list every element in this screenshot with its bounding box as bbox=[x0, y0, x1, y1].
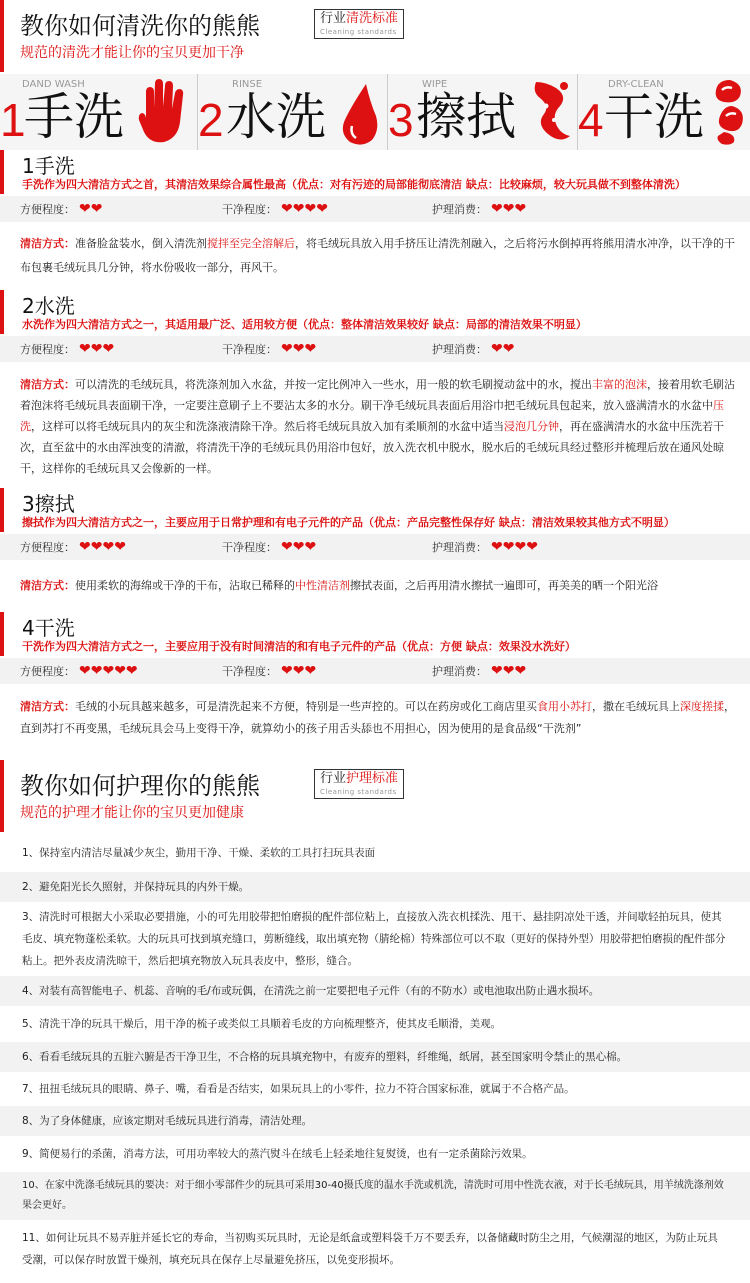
tip-text: 8、为了身体健康，应该定期对毛绒玩具进行消毒，清洁处理。 bbox=[22, 1115, 313, 1127]
cost-rating bbox=[432, 201, 526, 217]
detail-text: ，将毛绒玩具放入用手挤压让清洗剂融入，之后将污水倒掉再将熊用清水冲净，以干净的干布包裹毛绒玩具几分钟，将水份吸收一部分，再风干。 bbox=[20, 237, 735, 274]
care-tip bbox=[0, 1222, 750, 1276]
method-number: 1 bbox=[0, 94, 26, 146]
tip-text: 9、简便易行的杀菌，消毒方法，可用功率较大的蒸汽熨斗在绒毛上轻柔地往复熨烫，也有一定杀菌除污效果。 bbox=[22, 1148, 533, 1160]
care-tip bbox=[0, 1106, 750, 1136]
heart-icons: ❤❤❤ bbox=[491, 663, 527, 679]
heart-icons: ❤❤ bbox=[79, 201, 103, 217]
clean-label: 干净程度： bbox=[222, 665, 277, 678]
tip-text: 3、清洗时可根据大小采取必要措施，小的可先用胶带把怕磨损的配件部位粘上，直接放入洗衣机揉洗、甩干、悬挂阴凉处干透，并间歇轻拍玩具，使其毛皮、填充物蓬松柔软。大的玩具可找到填充缝口，剪断缝线，取出填充物（腈纶棉）特殊部位可以不取（更好的保持外型）用胶带把怕磨损的配件部分粘上。把外表皮清洗晾干，然后把填充物放入玩具表皮中，整形，缝合。 bbox=[22, 911, 726, 967]
accent-bar bbox=[0, 150, 4, 194]
rating-row bbox=[0, 534, 750, 560]
care-header bbox=[0, 760, 750, 832]
heart-icons: ❤❤❤❤ bbox=[491, 539, 538, 555]
tag-english: Cleaning standards bbox=[320, 28, 397, 36]
care-tip bbox=[0, 976, 750, 1006]
cost-label: 护理消费： bbox=[432, 541, 487, 554]
highlight-text: 中性清洁剂 bbox=[295, 579, 350, 592]
methods-strip bbox=[0, 74, 750, 150]
method-detail bbox=[20, 696, 738, 740]
method-hand-wash bbox=[0, 74, 196, 150]
care-tip bbox=[0, 1138, 750, 1170]
tag-prefix: 行业 bbox=[320, 771, 347, 786]
detail-text: 可以清洗的毛绒玩具，将洗涤剂加入水盆，并按一定比例冲入一些水，用一般的软毛刷搅动盆中的水，搅出 bbox=[75, 378, 592, 391]
convenience-rating bbox=[20, 201, 102, 217]
method-dry-clean bbox=[578, 74, 750, 150]
method-label: 清洁方式： bbox=[20, 378, 75, 391]
tag-english: Cleaning standards bbox=[320, 788, 397, 796]
method-label: 清洁方式： bbox=[20, 237, 75, 250]
method-label: 清洁方式： bbox=[20, 700, 75, 713]
highlight-text: 丰富的泡沫 bbox=[592, 378, 647, 391]
care-tip bbox=[0, 838, 750, 868]
page-title: 教你如何清洗你的熊熊 bbox=[20, 12, 260, 40]
method-rinse bbox=[198, 74, 386, 150]
tip-text: 10、在家中洗涤毛绒玩具的要决：对于细小零部件少的玩具可采用30-40摄氏度的温水手洗或机洗，清洗时可用中性洗衣液，对于长毛绒玩具，用羊绒洗涤剂效果会更好。 bbox=[22, 1180, 724, 1211]
method-detail bbox=[20, 576, 738, 596]
industry-tag bbox=[314, 9, 404, 39]
page-subtitle: 规范的清洗才能让你的宝贝更加干净 bbox=[20, 45, 244, 61]
heart-icons: ❤❤❤ bbox=[281, 539, 317, 555]
convenience-label: 方便程度： bbox=[20, 203, 75, 216]
detail-text: 擦拭表面，之后再用清水擦拭一遍即可，再美美的晒一个阳光浴 bbox=[350, 579, 658, 592]
care-tip bbox=[0, 1008, 750, 1040]
section-header bbox=[0, 150, 750, 194]
method-wipe bbox=[388, 74, 576, 150]
method-name: 擦拭 bbox=[416, 88, 516, 146]
tip-text: 5、清洗干净的玩具干燥后，用干净的梳子或类似工具顺着毛皮的方向梳理整齐，使其皮毛顺滑，美观。 bbox=[22, 1018, 502, 1030]
section-description: 干洗作为四大清洁方式之一，主要应用于没有时间清洁的和有电子元件的产品（优点：方便 缺点：效果没水洗好） bbox=[22, 640, 576, 653]
detail-text: ，接着用软毛刷沾着泡沫将毛绒玩具表面刷干净，一定要注意刷子上不要沾太多的水分。刷干净毛绒玩具表面后用浴巾把毛绒玩具包起来，放入盛满清水的水盆中 bbox=[20, 378, 735, 412]
section-description: 擦拭作为四大清洁方式之一，主要应用于日常护理和有电子元件的产品（优点：产品完整性保存好 缺点：清洁效果较其他方式不明显） bbox=[22, 516, 675, 529]
tip-text: 6、看看毛绒玩具的五脏六腑是否干净卫生，不合格的玩具填充物中，有废弃的塑料，纤维绳，纸屑，甚至国家明令禁止的黑心棉。 bbox=[22, 1051, 628, 1063]
tag-prefix: 行业 bbox=[320, 11, 347, 26]
method-name: 水洗 bbox=[226, 88, 326, 146]
convenience-label: 方便程度： bbox=[20, 541, 75, 554]
section-title: 4干洗 bbox=[22, 616, 75, 640]
tip-text: 2、避免阳光长久照射，并保持玩具的内外干燥。 bbox=[22, 881, 250, 893]
method-english: DAND WASH bbox=[22, 79, 85, 90]
accent-bar bbox=[0, 488, 4, 532]
convenience-rating bbox=[20, 341, 114, 357]
clean-label: 干净程度： bbox=[222, 343, 277, 356]
wipe-splash-icon bbox=[530, 78, 574, 146]
method-label: 清洁方式： bbox=[20, 579, 75, 592]
method-detail bbox=[20, 374, 738, 479]
section-header bbox=[0, 488, 750, 532]
section-title: 2水洗 bbox=[22, 294, 75, 318]
heart-icons: ❤❤❤ bbox=[79, 341, 115, 357]
convenience-rating bbox=[20, 539, 126, 555]
tip-text: 11、如何让玩具不易弄脏并延长它的寿命，当初购买玩具时，无论是纸盒或塑料袋千万不要丢弃，以备储藏时防尘之用，气候潮湿的地区，为防止玩具受潮，可以保存时放置干燥剂，填充玩具在保存上尽量避免挤压，以免变形损坏。 bbox=[22, 1232, 718, 1266]
cost-label: 护理消费： bbox=[432, 203, 487, 216]
clean-label: 干净程度： bbox=[222, 203, 277, 216]
heart-icons: ❤❤ bbox=[491, 341, 515, 357]
heart-icons: ❤❤❤❤ bbox=[79, 539, 126, 555]
convenience-label: 方便程度： bbox=[20, 343, 75, 356]
rating-row bbox=[0, 196, 750, 222]
highlight-text: 浸泡几分钟 bbox=[504, 420, 559, 433]
heart-icons: ❤❤❤❤ bbox=[281, 201, 328, 217]
detail-text: 准备脸盆装水，倒入清洗剂 bbox=[75, 237, 207, 250]
water-drop-icon bbox=[340, 82, 380, 146]
wash-header bbox=[0, 0, 750, 72]
detail-text: 毛绒的小玩具越来越多，可是清洗起来不方便，特别是一些声控的。可以在药房或化工商店里买 bbox=[75, 700, 537, 713]
tip-text: 7、扭扭毛绒玩具的眼睛、鼻子、嘴，看看是否结实，如果玩具上的小零件，拉力不符合国家标准，就属于不合格产品。 bbox=[22, 1083, 575, 1095]
heart-icons: ❤❤❤ bbox=[281, 341, 317, 357]
section-title: 1手洗 bbox=[22, 154, 75, 178]
clean-label: 干净程度： bbox=[222, 541, 277, 554]
clean-rating bbox=[222, 539, 316, 555]
tag-highlight: 护理标准 bbox=[346, 771, 399, 786]
clean-rating bbox=[222, 341, 316, 357]
clean-rating bbox=[222, 201, 328, 217]
convenience-rating bbox=[20, 663, 138, 679]
cost-label: 护理消费： bbox=[432, 665, 487, 678]
rating-row bbox=[0, 336, 750, 362]
method-detail bbox=[20, 232, 738, 280]
method-number: 2 bbox=[198, 94, 224, 146]
highlight-text: 压洗 bbox=[20, 399, 724, 433]
detail-text: ，直到苏打不再变黑，毛绒玩具会马上变得干净，就算幼小的孩子用舌头舔也不用担心，因为使用的是食品级“干洗剂” bbox=[20, 700, 735, 735]
method-number: 3 bbox=[388, 94, 414, 146]
highlight-text: 深度搓揉 bbox=[680, 700, 724, 713]
method-english: DRY-CLEAN bbox=[608, 79, 664, 90]
heart-icons: ❤❤❤❤❤ bbox=[79, 663, 138, 679]
method-english: WIPE bbox=[422, 79, 448, 90]
section-title: 3擦拭 bbox=[22, 492, 75, 516]
accent-bar bbox=[0, 0, 4, 72]
heart-icons: ❤❤❤ bbox=[281, 663, 317, 679]
accent-bar bbox=[0, 612, 4, 656]
highlight-text: 食用小苏打 bbox=[537, 700, 592, 713]
detail-text: ，这样可以将毛绒玩具内的灰尘和洗涤液清除干净。然后将毛绒玩具放入加有柔顺剂的水盆中适当 bbox=[31, 420, 504, 433]
hand-icon bbox=[138, 78, 188, 146]
page-title: 教你如何护理你的熊熊 bbox=[20, 772, 260, 800]
heart-icons: ❤❤❤ bbox=[491, 201, 527, 217]
accent-bar bbox=[0, 290, 4, 334]
care-tip bbox=[0, 1074, 750, 1104]
section-description: 水洗作为四大清洁方式之一，其适用最广泛、适用较方便（优点：整体清洁效果较好 缺点：局部的清洁效果不明显） bbox=[22, 318, 587, 331]
tip-text: 4、对装有高智能电子、机蕊、音响的毛/布或玩偶，在清洗之前一定要把电子元件（有的不防水）或电池取出防止遇水损坏。 bbox=[22, 985, 600, 997]
page-subtitle: 规范的护理才能让你的宝贝更加健康 bbox=[20, 805, 244, 821]
care-tip bbox=[0, 872, 750, 902]
cost-label: 护理消费： bbox=[432, 343, 487, 356]
section-header bbox=[0, 612, 750, 656]
detail-text: 使用柔软的海绵或干净的干布，沾取已稀释的 bbox=[75, 579, 295, 592]
bubbles-icon bbox=[710, 78, 748, 146]
method-name: 手洗 bbox=[24, 88, 124, 146]
care-tip bbox=[0, 1172, 750, 1220]
tag-highlight: 清洗标准 bbox=[346, 11, 399, 26]
accent-bar bbox=[0, 760, 4, 832]
method-name: 干洗 bbox=[604, 88, 704, 146]
highlight-text: 搅拌至完全溶解后 bbox=[207, 237, 295, 250]
care-tip bbox=[0, 904, 750, 974]
method-number: 4 bbox=[578, 94, 604, 146]
section-header bbox=[0, 290, 750, 334]
cost-rating bbox=[432, 539, 538, 555]
care-tip bbox=[0, 1042, 750, 1072]
detail-text: ，再在盛满清水的水盆中压洗若干次，直至盆中的水由浑浊变的清澈，将清洗干净的毛绒玩具仍用浴巾包好，放入洗衣机中脱水，脱水后的毛绒玩具经过整形并梳理后放在通风处晾干，这样你的毛绒玩具又会像新的一样。 bbox=[20, 420, 724, 475]
cost-rating bbox=[432, 663, 526, 679]
cost-rating bbox=[432, 341, 514, 357]
method-english: RINSE bbox=[232, 79, 263, 90]
detail-text: ，撒在毛绒玩具上 bbox=[592, 700, 680, 713]
convenience-label: 方便程度： bbox=[20, 665, 75, 678]
section-description: 手洗作为四大清洁方式之首，其清洁效果综合属性最高（优点：对有污迹的局部能彻底清洁 缺点：比较麻烦，较大玩具做不到整体清洗） bbox=[22, 178, 686, 191]
tip-text: 1、保持室内清洁尽量减少灰尘，勤用干净、干燥、柔软的工具打扫玩具表面 bbox=[22, 847, 376, 859]
rating-row bbox=[0, 658, 750, 684]
clean-rating bbox=[222, 663, 316, 679]
industry-tag bbox=[314, 769, 404, 799]
